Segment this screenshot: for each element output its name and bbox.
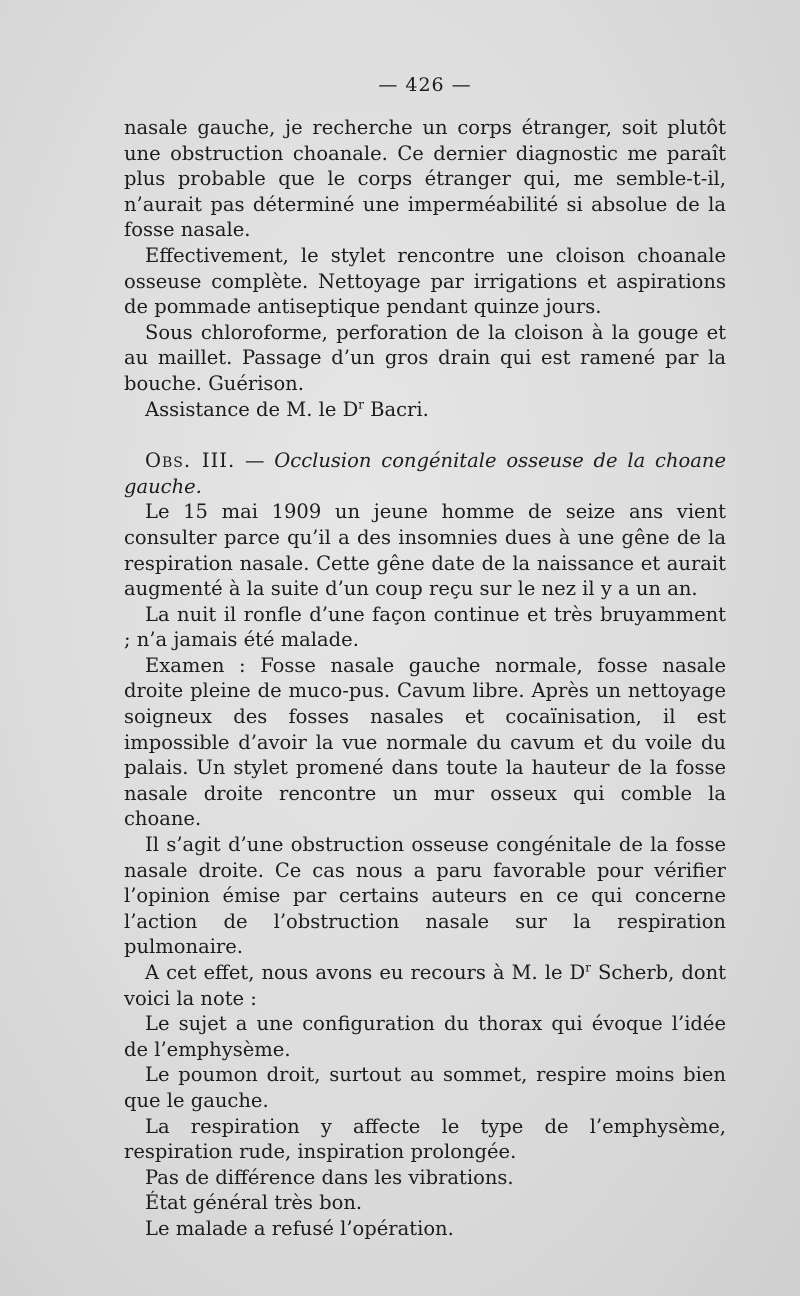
paragraph: Examen : Fosse nasale gauche normale, fosse nasale droite pleine de muco-pus. Cavum libre. Après un nettoyage soigneux des fosses nasales et cocaïnisation, il est impossible d’avoir la vue normale du cavum et du voile du palais. Un stylet promené dans toute la hauteur de la fosse nasale droite rencontre un mur osseux qui comble la choane.	[124, 653, 726, 831]
paragraph: État général très bon.	[145, 1191, 363, 1215]
text-run: Assistance de M. le D	[145, 397, 359, 421]
text-run: A cet effet, nous avons eu recours à M. le D	[145, 961, 586, 984]
observation-dash: —	[235, 449, 275, 473]
body-text	[124, 115, 726, 1242]
superscript: r	[358, 397, 364, 412]
text-run: Scherb, dont voici la note :	[124, 961, 726, 1010]
paragraph	[124, 960, 726, 1011]
paragraph: nasale gauche, je recherche un corps étranger, soit plutôt une obstruction choanale. Ce dernier diagnostic me paraît plus probable que le corps étranger qui, me semble-t-il, n’aurait pas déterminé une imperméabilité si absolue de la fosse nasale.	[124, 116, 726, 242]
paragraph: La nuit il ronfle d’une façon continue et très bruyamment ; n’a jamais été malade.	[124, 602, 726, 652]
observation-label: Obs. III.	[145, 449, 236, 473]
paragraph: Sous chloroforme, perforation de la cloison à la gouge et au maillet. Passage d’un gros drain qui est ramené par la bouche. Guérison.	[124, 320, 726, 395]
observation-title: Occlusion congénitale osseuse de la choane gauche.	[124, 449, 726, 498]
paragraph: Le poumon droit, surtout au sommet, respire moins bien que le gauche.	[124, 1063, 726, 1112]
superscript: r	[585, 960, 591, 975]
paragraph: Pas de différence dans les vibrations.	[145, 1165, 514, 1189]
text-run: Bacri.	[363, 397, 429, 421]
paragraph: Il s’agit d’une obstruction osseuse congénitale de la fosse nasale droite. Ce cas nous a paru favorable pour vérifier l’opinion émise par certains auteurs en ce qui concerne l’action de l’obstruction nasale sur la respiration pulmonaire.	[124, 833, 726, 959]
paragraph: La respiration y affecte le type de l’emphysème, respiration rude, inspiration prolongée.	[124, 1114, 726, 1164]
paragraph: Le sujet a une configuration du thorax qui évoque l’idée de l’emphysème.	[124, 1012, 726, 1061]
paragraph: Effectivement, le stylet rencontre une cloison choanale osseuse complète. Nettoyage par irrigations et aspirations de pommade antiseptique pendant quinze jours.	[124, 243, 726, 319]
observation-heading	[124, 448, 726, 499]
paragraph: Le malade a refusé l’opération.	[145, 1216, 454, 1240]
page-number: — 426 —	[378, 74, 472, 96]
paragraph	[124, 397, 726, 423]
paragraph: Le 15 mai 1909 un jeune homme de seize ans vient consulter parce qu’il a des insomnies dues à une gêne de la respiration nasale. Cette gêne date de la naissance et aurait augmenté à la suite d’un coup reçu sur le nez il y a un an.	[124, 500, 726, 601]
